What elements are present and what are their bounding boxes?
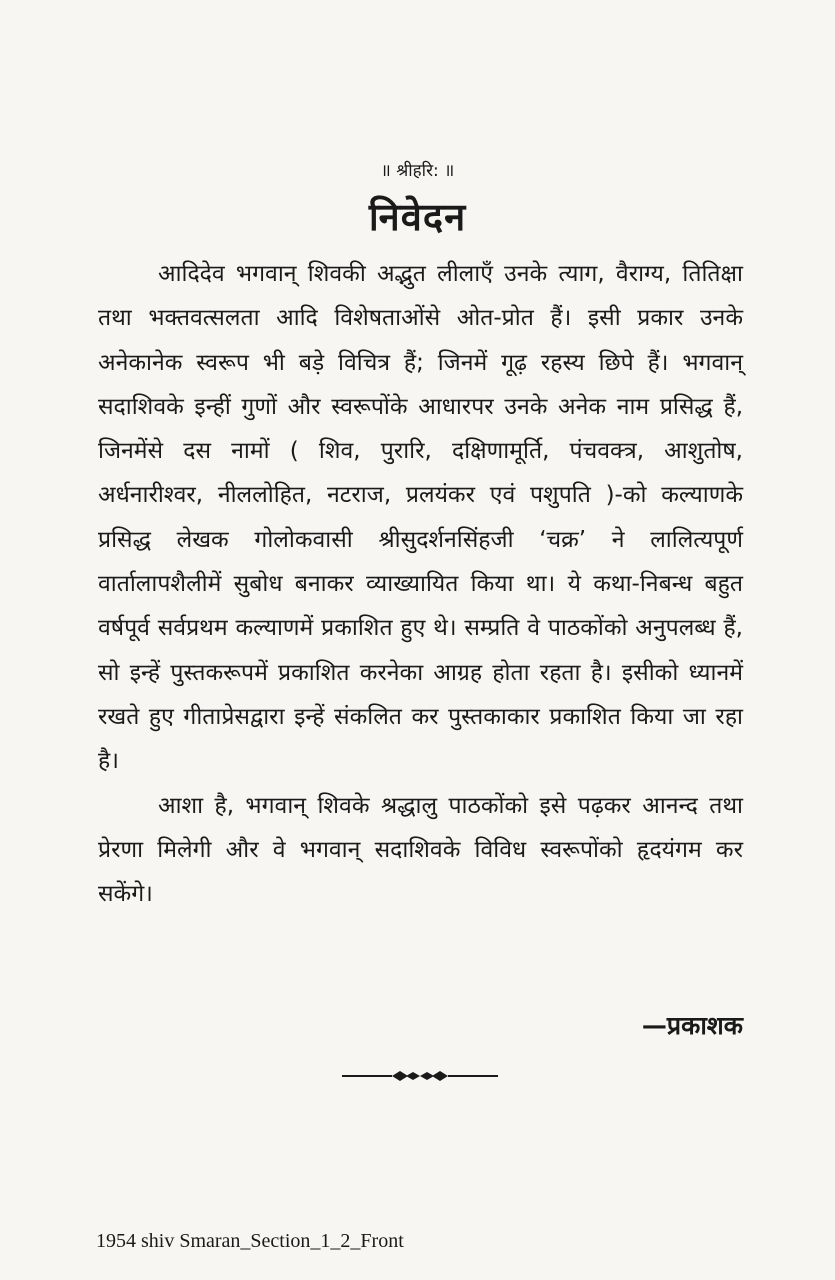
footer-label: 1954 shiv Smaran_Section_1_2_Front [96,1230,404,1252]
publisher-signature: —प्रकाशक [641,1011,743,1040]
paragraph-2: आशा है, भगवान् शिवके श्रद्धालु पाठकोंको इसे पढ़कर आनन्द तथा प्रेरणा मिलेगी और वे भगवान् सदाशिवके विविध स्वरूपोंको हृदयंगम कर सकेंगे। [98,792,743,908]
body-text [98,252,743,916]
invocation-text: ॥ श्रीहरि: ॥ [380,161,455,181]
ornament-divider-icon [340,1066,500,1086]
page-title: निवेदन [368,195,467,239]
paragraph-1: आदिदेव भगवान् शिवकी अद्भुत लीलाएँ उनके त्याग, वैराग्य, तितिक्षा तथा भक्तवत्सलता आदि विशेषताओंसे ओत-प्रोत हैं। इसी प्रकार उनके अनेकानेक स्वरूप भी बड़े विचित्र हैं; जिनमें गूढ़ रहस्य छिपे हैं। भगवान् सदाशिवके इन्हीं गुणों और स्वरूपोंके आधारपर उनके अनेक नाम प्रसिद्ध हैं, जिनमेंसे दस नामों ( शिव, पुरारि, दक्षिणामूर्ति, पंचवक्त्र, आशुतोष, अर्धनारीश्वर, नीललोहित, नटराज, प्रलयंकर एवं पशुपति )-को कल्याणके प्रसिद्ध लेखक गोलोकवासी श्रीसुदर्शनसिंहजी ‘चक्र’ ने लालित्यपूर्ण वार्तालापशैलीमें सुबोध बनाकर व्याख्यायित किया था। ये कथा-निबन्ध बहुत वर्षपूर्व सर्वप्रथम कल्याणमें प्रकाशित हुए थे। सम्प्रति वे पाठकोंको अनुपलब्ध हैं, सो इन्हें पुस्तकरूपमें प्रकाशित करनेका आग्रह होता रहता है। इसीको ध्यानमें रखते हुए गीताप्रेसद्वारा इन्हें संकलित कर पुस्तकाकार प्रकाशित किया जा रहा है। [98,261,743,775]
